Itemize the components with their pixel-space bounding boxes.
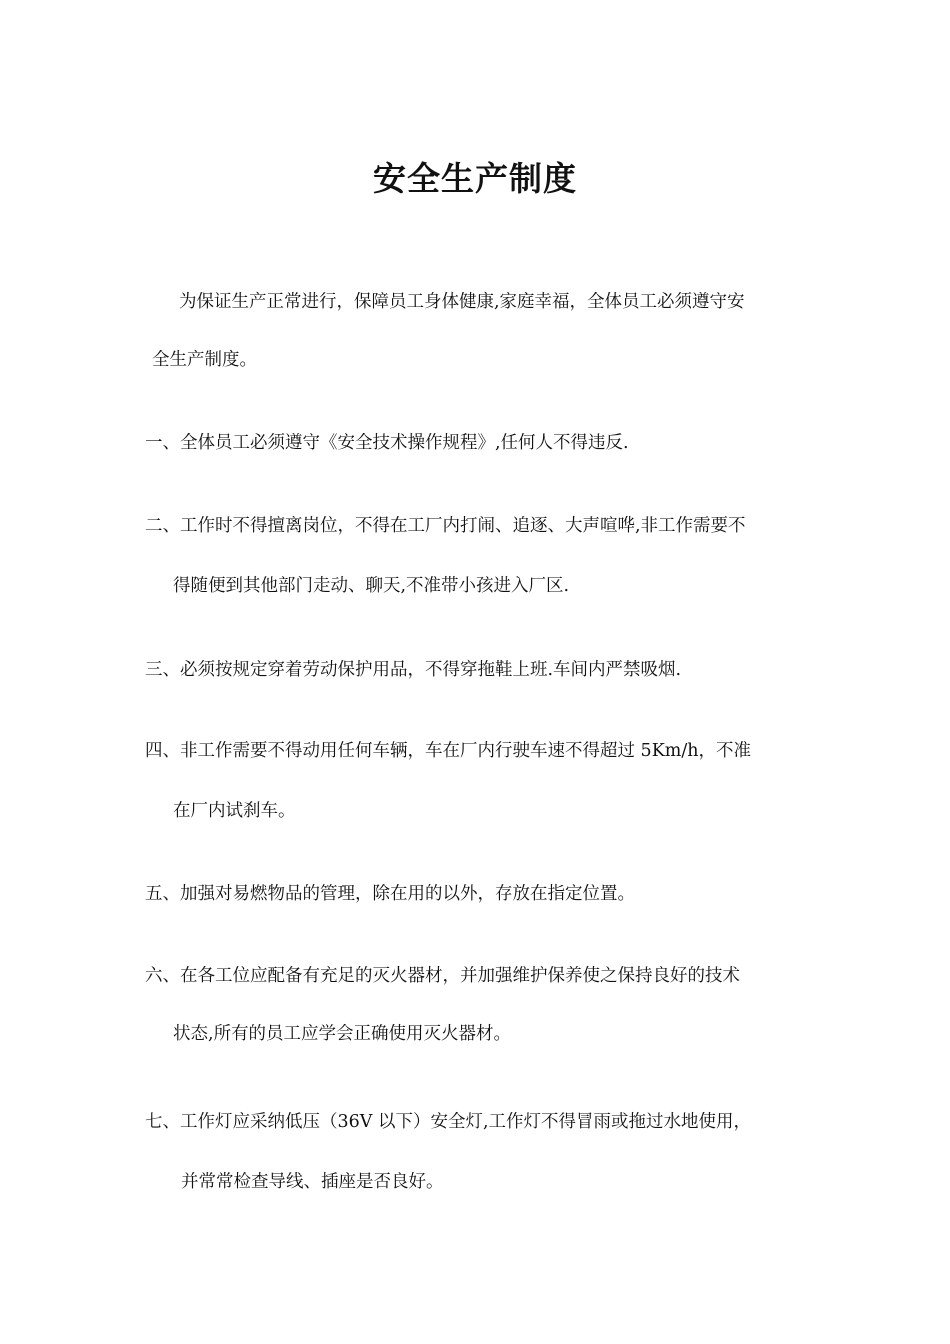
- rule-5-line-1: 五、加强对易燃物品的管理，除在用的以外，存放在指定位置。: [145, 884, 635, 904]
- intro-line-1: 为保证生产正常进行，保障员工身体健康,家庭幸福，全体员工必须遵守安: [179, 292, 745, 312]
- rule-4-line-1: 四、非工作需要不得动用任何车辆，车在厂内行驶车速不得超过 5Km/h，不准: [145, 741, 752, 761]
- rule-3-line-1: 三、必须按规定穿着劳动保护用品，不得穿拖鞋上班.车间内严禁吸烟.: [145, 660, 682, 680]
- rule-6-line-2: 状态,所有的员工应学会正确使用灭火器材。: [173, 1024, 512, 1044]
- rule-7-line-1: 七、工作灯应采纳低压（36V 以下）安全灯,工作灯不得冒雨或拖过水地使用，: [145, 1112, 752, 1132]
- rule-7-line-2: 并常常检查导线、插座是否良好。: [181, 1172, 444, 1192]
- rule-4-line-2: 在厂内试刹车。: [173, 801, 296, 821]
- rule-2-line-1: 二、工作时不得擅离岗位，不得在工厂内打闹、追逐、大声喧哗,非工作需要不: [145, 516, 746, 536]
- page-title: 安全生产制度: [373, 159, 577, 198]
- rule-6-line-1: 六、在各工位应配备有充足的灭火器材，并加强维护保养使之保持良好的技术: [145, 966, 740, 986]
- rule-2-line-2: 得随便到其他部门走动、聊天,不准带小孩进入厂区.: [173, 576, 570, 596]
- rule-1-line-1: 一、全体员工必须遵守《安全技术操作规程》,任何人不得违反.: [145, 433, 629, 453]
- intro-line-2: 全生产制度。: [152, 350, 257, 370]
